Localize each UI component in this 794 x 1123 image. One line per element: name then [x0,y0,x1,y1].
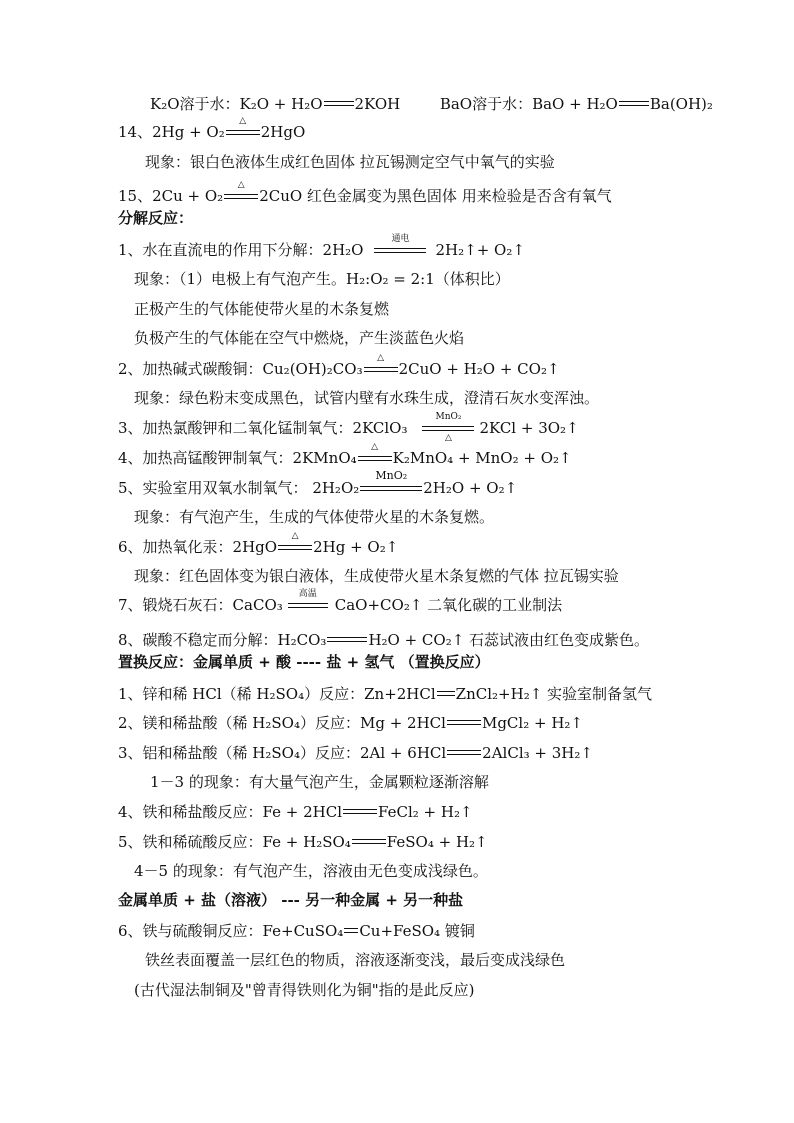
condition-heat: △ [226,126,260,140]
equation-text: 2CuO 红色金属变为黑色固体 用来检验是否含有氧气 [259,187,612,205]
text-line: 负极产生的气体能在空气中燃烧，产生淡蓝色火焰 [134,329,465,347]
equation-text: Cu+FeSO₄ 镀铜 [359,922,475,940]
equation-text: 2CuO + H₂O + CO₂↑ [398,360,560,378]
equation-line-hgo [118,531,399,557]
equation-line-k2o-bao [150,94,713,114]
equation-line-magnesium [118,713,583,733]
equation-text: 5、铁和稀硫酸反应：Fe + H₂SO₄ [118,833,351,851]
equation-line-iron-h2so4 [118,832,488,852]
equation-text: 5、实验室用双氧水制氧气： 2H₂O₂ [118,479,360,497]
phenomenon-line: 1－3 的现象：有大量气泡产生，金属颗粒逐渐溶解 [150,773,489,791]
equation-line-kclo3 [118,412,579,443]
equation-text: BaO溶于水：BaO + H₂O [439,95,618,113]
phenomenon-line: 现象：绿色粉末变成黑色，试管内壁有水珠生成，澄清石灰水变浑浊。 [134,389,600,407]
equation-text: 15、2Cu + O₂ [118,187,224,205]
equals-sign [327,637,367,643]
equals-sign [324,101,354,107]
equation-text: 2AlCl₃ + 3H₂↑ [482,744,593,762]
equation-text: 2H₂↑+ O₂↑ [435,241,525,259]
equation-text: 2Hg + O₂↑ [313,538,399,556]
equals-sign [352,839,386,845]
equation-text: K₂MnO₄ + MnO₂ + O₂↑ [392,449,572,467]
equation-line-iron-cuso4 [118,921,475,941]
equation-text: H₂O + CO₂↑ 石蕊试液由红色变成紫色。 [368,631,650,649]
equation-line-kmno4 [118,442,572,468]
phenomenon-line: 现象：银白色液体生成红色固体 拉瓦锡测定空气中氧气的实验 [145,153,555,171]
phenomenon-line: 现象：红色固体变为银白液体，生成使带火星木条复燃的气体 拉瓦锡实验 [134,567,619,585]
condition-high-temperature: 高温 [288,599,328,613]
equation-line-electrolysis [118,234,525,260]
equals-sign [447,750,481,756]
equals-sign [447,720,481,726]
equation-text: K₂O溶于水：K₂O + H₂O [150,95,323,113]
equals-sign [437,691,455,697]
equation-text: 2HgO [260,123,306,141]
equals-sign [619,101,649,107]
section-heading-decomposition: 分解反应： [118,209,194,227]
equation-text: 2H₂O + O₂↑ [423,479,518,497]
condition-electricity: 通电 [374,244,426,258]
equation-text: 2、镁和稀盐酸（稀 H₂SO₄）反应：Mg + 2HCl [118,714,446,732]
equation-line-aluminum [118,743,593,763]
equation-line-15 [118,180,612,206]
equation-text: 2KOH [354,95,401,113]
section-heading-displacement-acid: 置换反应：金属单质 + 酸 ---- 盐 + 氢气 （置换反应） [118,653,490,671]
phenomenon-line: 铁丝表面覆盖一层红色的物质，溶液逐渐变浅，最后变成浅绿色 [145,951,566,969]
equation-line-14 [118,116,306,142]
equation-text: FeCl₂ + H₂↑ [378,803,473,821]
equation-line-h2co3 [118,630,649,650]
condition-heat: △ [364,363,398,377]
equation-text: MgCl₂ + H₂↑ [481,714,583,732]
phenomenon-line: 现象：有气泡产生，生成的气体使带火星的木条复燃。 [134,508,495,526]
equation-line-basic-copper-carbonate [118,353,560,379]
equation-line-caco3 [118,589,563,615]
equation-text: 7、锻烧石灰石：CaCO₃ [118,596,283,614]
equation-line-h2o2 [118,469,518,498]
equals-sign [343,809,377,815]
equation-text: 2KCl + 3O₂↑ [479,419,579,437]
condition-heat: △ [278,541,312,555]
condition-heat: △ [358,452,392,466]
equation-text: 3、铝和稀盐酸（稀 H₂SO₄）反应：2Al + 6HCl [118,744,447,762]
equation-text: ZnCl₂+H₂↑ 实验室制备氢气 [455,685,653,703]
equation-text: 2、加热碱式碳酸铜：Cu₂(OH)₂CO₃ [118,360,363,378]
equation-line-zinc [118,684,652,704]
text-line: 正极产生的气体能使带火星的木条复燃 [134,300,390,318]
equation-text: 6、加热氧化汞：2HgO [118,538,278,556]
section-heading-displacement-salt: 金属单质 + 盐（溶液） --- 另一种金属 + 另一种盐 [118,891,464,909]
equation-text: 4、铁和稀盐酸反应：Fe + 2HCl [118,803,343,821]
condition-catalyst: MnO₂ [360,482,422,496]
equation-text: 6、铁与硫酸铜反应：Fe+CuSO₄ [118,922,344,940]
equation-text: 1、锌和稀 HCl（稀 H₂SO₄）反应：Zn+2HCl [118,685,436,703]
equation-text: 4、加热高锰酸钾制氧气：2KMnO₄ [118,449,357,467]
condition-catalyst-heat: MnO₂ △ [422,422,474,436]
equation-text: Ba(OH)₂ [649,95,713,113]
condition-heat: △ [224,190,258,204]
equation-text: 14、2Hg + O₂ [118,123,225,141]
equals-sign [344,928,358,934]
equation-line-iron-hcl [118,802,473,822]
equation-text: 3、加热氯酸钾和二氧化锰制氧气：2KClO₃ [118,419,408,437]
equation-text: 1、水在直流电的作用下分解：2H₂O [118,241,364,259]
equation-text: FeSO₄ + H₂↑ [386,833,488,851]
equation-text: 8、碳酸不稳定而分解：H₂CO₃ [118,631,327,649]
note-line: (古代湿法制铜及"曾青得铁则化为铜"指的是此反应) [134,981,475,999]
equation-text: CaO+CO₂↑ 二氧化碳的工业制法 [334,596,563,614]
phenomenon-line: 现象：（1）电极上有气泡产生。H₂:O₂ = 2:1（体积比） [134,270,510,288]
phenomenon-line: 4－5 的现象：有气泡产生，溶液由无色变成浅绿色。 [134,862,488,880]
